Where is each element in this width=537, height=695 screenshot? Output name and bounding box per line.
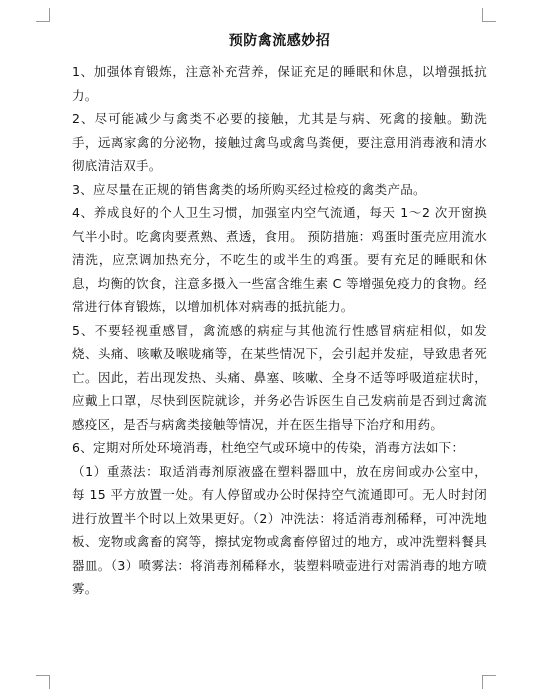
page-corner-mark-top-right [482, 8, 496, 22]
paragraph-4: 4、养成良好的个人卫生习惯，加强室内空气流通，每天 1～2 次开窗换气半小时。吃禽肉要煮熟、煮透，食用。 预防措施：鸡蛋时蛋壳应用流水清洗，应烹调加热充分，不吃生的或半生的鸡蛋。要有充足的睡眠和休息，均衡的饮食，注意多摄入一些富含维生素 C 等增强免疫力的食物。经常进行体育锻炼，以增加机体对病毒的抵抗能力。 [72, 205, 487, 314]
paragraph-1: 1、加强体育锻炼，注意补充营养，保证充足的睡眠和休息，以增强抵抗力。 [72, 64, 487, 103]
page-corner-mark-bottom-right [482, 675, 496, 689]
paragraph-7: （1）重蒸法：取适消毒剂原液盛在塑料器皿中，放在房间或办公室中，每 15 平方放置一处。有人停留或办公时保持空气流通即可。无人时封闭进行放置半个时以上效果更好。（2）冲洗法：将适消毒剂稀释，可冲洗地板、宠物或禽畜的窝等，擦拭宠物或禽畜停留过的地方，或冲洗塑料餐具器皿。（3）喷雾法：将消毒剂稀释水，装塑料喷壶进行对需消毒的地方喷雾。 [72, 463, 487, 596]
paragraph-3: 3、应尽量在正规的销售禽类的场所购买经过检疫的禽类产品。 [72, 181, 426, 197]
paragraph-2: 2、尽可能减少与禽类不必要的接触，尤其是与病、死禽的接触。勤洗手，远离家禽的分泌物，接触过禽鸟或禽鸟粪便，要注意用消毒液和清水彻底清洁双手。 [72, 111, 487, 173]
document-title: 预防禽流感妙招 [228, 33, 331, 49]
page-corner-mark-bottom-left [36, 675, 50, 689]
page-corner-mark-top-left [36, 8, 50, 22]
paragraph-5: 5、不要轻视重感冒，禽流感的病症与其他流行性感冒病症相似，如发烧、头痛、咳嗽及喉咙痛等，在某些情况下，会引起并发症，导致患者死亡。因此，若出现发热、头痛、鼻塞、咳嗽、全身不适等呼吸道症状时，应戴上口罩，尽快到医院就诊，并务必告诉医生自己发病前是否到过禽流感疫区，是否与病禽类接触等情况，并在医生指导下治疗和用药。 [72, 322, 487, 432]
paragraph-6: 6、定期对所处环境消毒，杜绝空气或环境中的传染，消毒方法如下： [72, 440, 465, 455]
document-page [72, 28, 487, 601]
